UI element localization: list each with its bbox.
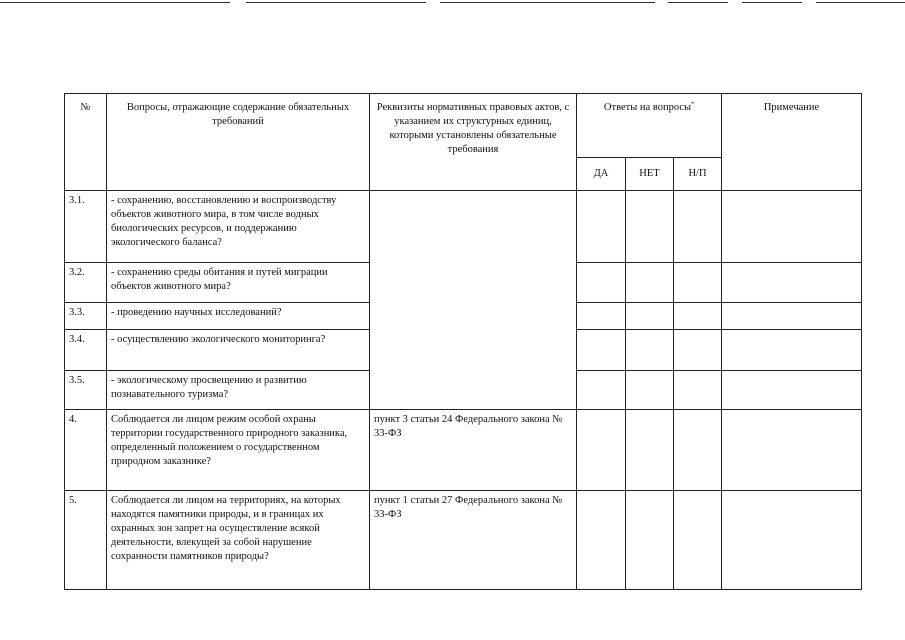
note-cell[interactable]	[722, 330, 862, 371]
answer-yes-cell[interactable]	[577, 263, 626, 303]
row-num: 4.	[65, 410, 107, 491]
answer-yes-cell[interactable]	[577, 491, 626, 590]
row-requisite: пункт 1 статьи 27 Федерального закона № 33-ФЗ	[370, 491, 577, 590]
answer-no-cell[interactable]	[626, 263, 674, 303]
row-num: 3.3.	[65, 303, 107, 330]
table-row	[65, 410, 862, 491]
header-note: Примечание	[722, 94, 862, 191]
row-question: - осуществлению экологического мониторинга?	[107, 330, 370, 371]
note-cell[interactable]	[722, 410, 862, 491]
row-question: Соблюдается ли лицом на территориях, на которых находятся памятники природы, и в границах их охранных зон запрет на осуществление всякой деятельности, влекущей за собой нарушение сохранности памятников природы?	[107, 491, 370, 590]
answer-yes-cell[interactable]	[577, 410, 626, 491]
row-question: - экологическому просвещению и развитию познавательного туризма?	[107, 371, 370, 410]
table-row	[65, 491, 862, 590]
row-question: - сохранению среды обитания и путей миграции объектов животного мира?	[107, 263, 370, 303]
header-no: НЕТ	[626, 158, 674, 191]
answer-na-cell[interactable]	[674, 410, 722, 491]
header-yes: ДА	[577, 158, 626, 191]
answer-no-cell[interactable]	[626, 303, 674, 330]
top-rule	[0, 2, 905, 3]
note-cell[interactable]	[722, 263, 862, 303]
answer-yes-cell[interactable]	[577, 371, 626, 410]
row-requisite	[370, 191, 577, 410]
checklist-table	[64, 93, 862, 590]
header-questions: Вопросы, отражающие содержание обязательных требований	[107, 94, 370, 191]
header-requisites: Реквизиты нормативных правовых актов, с указанием их структурных единиц, которыми установлены обязательные требования	[370, 94, 577, 191]
note-cell[interactable]	[722, 303, 862, 330]
header-answers: Ответы на вопросы*	[577, 94, 722, 158]
answer-no-cell[interactable]	[626, 491, 674, 590]
note-cell[interactable]	[722, 371, 862, 410]
row-num: 3.2.	[65, 263, 107, 303]
answer-na-cell[interactable]	[674, 330, 722, 371]
row-question: - проведению научных исследований?	[107, 303, 370, 330]
row-num: 3.5.	[65, 371, 107, 410]
answers-footnote-mark: *	[691, 101, 695, 108]
header-num: №	[65, 94, 107, 191]
row-requisite: пункт 3 статьи 24 Федерального закона № 33-ФЗ	[370, 410, 577, 491]
row-num: 3.1.	[65, 191, 107, 263]
header-na: Н/П	[674, 158, 722, 191]
answer-na-cell[interactable]	[674, 303, 722, 330]
answer-na-cell[interactable]	[674, 191, 722, 263]
row-num: 3.4.	[65, 330, 107, 371]
table-row	[65, 191, 862, 263]
answer-na-cell[interactable]	[674, 263, 722, 303]
note-cell[interactable]	[722, 491, 862, 590]
row-num: 5.	[65, 491, 107, 590]
answer-na-cell[interactable]	[674, 371, 722, 410]
answer-na-cell[interactable]	[674, 491, 722, 590]
row-question: Соблюдается ли лицом режим особой охраны территории государственного природного заказника, определенный положением о государственном природном заказнике?	[107, 410, 370, 491]
answer-no-cell[interactable]	[626, 410, 674, 491]
row-question: - сохранению, восстановлению и воспроизводству объектов животного мира, в том числе водных биологических ресурсов, и поддержанию экологического баланса?	[107, 191, 370, 263]
note-cell[interactable]	[722, 191, 862, 263]
answer-no-cell[interactable]	[626, 330, 674, 371]
answer-no-cell[interactable]	[626, 191, 674, 263]
answer-yes-cell[interactable]	[577, 191, 626, 263]
answer-yes-cell[interactable]	[577, 330, 626, 371]
answer-yes-cell[interactable]	[577, 303, 626, 330]
answer-no-cell[interactable]	[626, 371, 674, 410]
